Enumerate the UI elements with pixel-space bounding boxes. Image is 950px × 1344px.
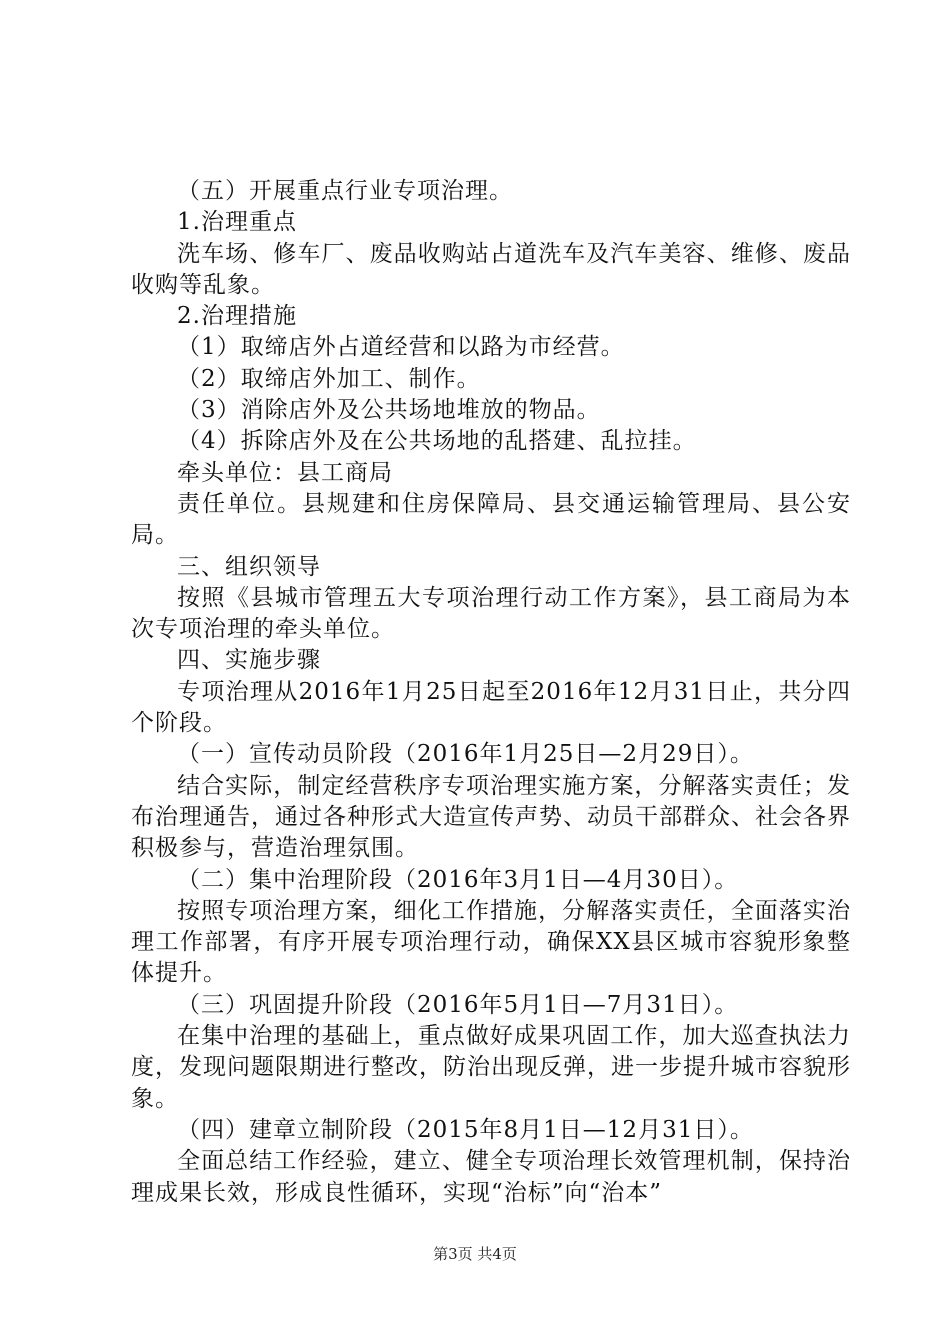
- paragraph: 全面总结工作经验，建立、健全专项治理长效管理机制，保持治理成果长效，形成良性循环，实现“治标”向“治本”: [131, 1148, 851, 1206]
- paragraph: 按照《县城市管理五大专项治理行动工作方案》，县工商局为本次专项治理的牵头单位。: [131, 584, 851, 643]
- subheading: 1.治理重点: [177, 209, 297, 236]
- page-number-footer: 第3页 共4页: [433, 1245, 517, 1263]
- responsible-units: 责任单位。县规建和住房保障局、县交通运输管理局、县公安局。: [131, 490, 851, 549]
- paragraph: 按照专项治理方案，细化工作措施，分解落实责任，全面落实治理工作部署，有序开展专项治理行动，确保XX县区城市容貌形象整体提升。: [131, 897, 851, 987]
- document-body: [131, 176, 851, 1209]
- paragraph: 在集中治理的基础上，重点做好成果巩固工作，加大巡查执法力度，发现问题限期进行整改，防治出现反弹，进一步提升城市容貌形象。: [131, 1023, 851, 1112]
- section-heading: 四、实施步骤: [177, 647, 321, 674]
- phase-heading: （三）巩固提升阶段（2016年5月1日—7月31日）。: [177, 991, 739, 1018]
- phase-heading: （一）宣传动员阶段（2016年1月25日—2月29日）。: [177, 741, 754, 768]
- list-item: （1）取缔店外占道经营和以路为市经营。: [177, 334, 625, 361]
- subheading: 2.治理措施: [177, 303, 297, 330]
- list-item: （4）拆除店外及在公共场地的乱搭建、乱拉挂。: [177, 428, 697, 455]
- paragraph: 洗车场、修车厂、废品收购站占道洗车及汽车美容、维修、废品收购等乱象。: [131, 240, 851, 298]
- phase-heading: （四）建章立制阶段（2015年8月1日—12月31日）。: [177, 1116, 754, 1143]
- paragraph: 结合实际，制定经营秩序专项治理实施方案，分解落实责任；发布治理通告，通过各种形式大造宣传声势、动员干部群众、社会各界积极参与，营造治理氛围。: [131, 772, 851, 862]
- list-item: （2）取缔店外加工、制作。: [177, 365, 481, 392]
- section-heading: （五）开展重点行业专项治理。: [177, 178, 513, 204]
- section-heading: 三、组织领导: [177, 553, 321, 580]
- paragraph: 专项治理从2016年1月25日起至2016年12月31日止，共分四个阶段。: [131, 678, 851, 737]
- lead-unit: 牵头单位：县工商局: [177, 459, 393, 486]
- list-item: （3）消除店外及公共场地堆放的物品。: [177, 397, 601, 424]
- phase-heading: （二）集中治理阶段（2016年3月1日—4月30日）。: [177, 866, 739, 893]
